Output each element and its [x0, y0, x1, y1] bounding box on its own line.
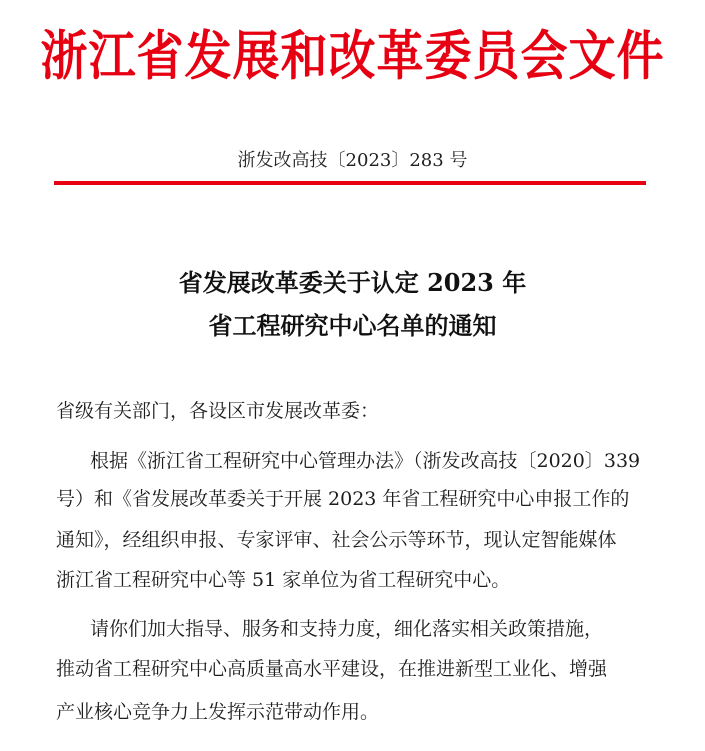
- paragraph-1-line-4: 浙江省工程研究中心等 51 家单位为省工程研究中心。: [56, 569, 511, 591]
- document-number: 浙发改高技〔2023〕283 号: [237, 150, 468, 171]
- paragraph-1-line-1: 根据《浙江省工程研究中心管理办法》（浙发改高技〔2020〕339: [90, 450, 641, 472]
- issuer-header: 浙江省发展和改革委员会文件: [40, 25, 665, 88]
- salutation: 省级有关部门，各设区市发展改革委：: [56, 400, 380, 422]
- document-title-line-1: 省发展改革委关于认定 2023 年: [178, 268, 527, 297]
- paragraph-1-line-3: 通知》，经组织申报、专家评审、社会公示等环节，现认定智能媒体: [56, 529, 617, 551]
- red-separator-rule: [54, 181, 646, 185]
- paragraph-2-line-1: 请你们加大指导、服务和支持力度，细化落实相关政策措施，: [90, 618, 604, 640]
- paragraph-2-line-3: 产业核心竞争力上发挥示范带动作用。: [56, 701, 380, 723]
- document-title-line-2: 省工程研究中心名单的通知: [208, 311, 497, 340]
- paragraph-1-line-2: 号）和《省发展改革委关于开展 2023 年省工程研究中心申报工作的: [56, 488, 630, 510]
- paragraph-2-line-2: 推动省工程研究中心高质量高水平建设，在推进新型工业化、增强: [56, 658, 608, 680]
